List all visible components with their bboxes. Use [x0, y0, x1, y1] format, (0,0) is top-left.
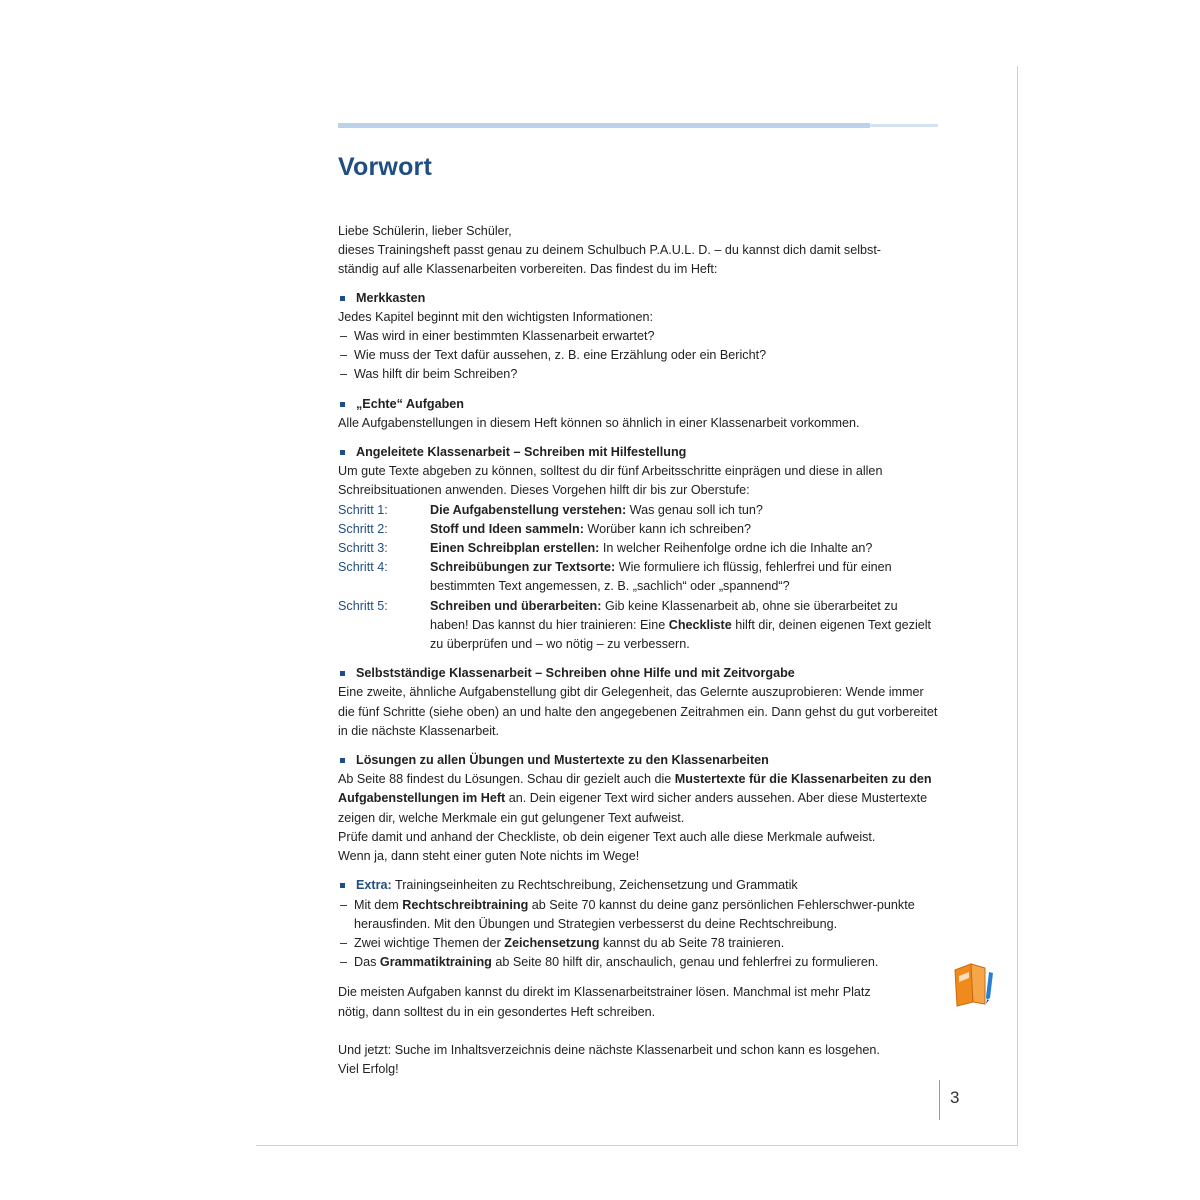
section-text: Alle Aufgabenstellungen in diesem Heft können so ähnlich in einer Klassenarbeit vorkommen. [338, 415, 860, 430]
section-text: Schreibsituationen anwenden. Dieses Vorgehen hilft dir bis zur Oberstufe: [338, 483, 750, 498]
list-item: – Mit dem Rechtschreibtraining ab Seite 70 kannst du deine ganz persönlichen Fehlerschwer-punkte herausfinden. Mit den Übungen und Strategien verbesserst du deine Rechtschreibung. [338, 896, 938, 934]
step-bold: Checkliste [668, 617, 732, 632]
section-extra [338, 876, 938, 972]
step-text: hilft dir, deinen eigenen Text gezielt zu überprüfen und – wo nötig – zu verbessern. [430, 617, 932, 652]
step-title: Schreibübungen zur Textsorte: [430, 560, 616, 575]
closing-line: Und jetzt: Suche im Inhaltsverzeichnis deine nächste Klassenarbeit und schon kann es losgehen. [338, 1042, 880, 1057]
step-title: Die Aufgabenstellung verstehen: [430, 502, 627, 517]
closing-block-2 [338, 1041, 938, 1079]
step-row [338, 501, 938, 520]
section-heading: Merkkasten [338, 289, 938, 308]
list-item: – Wie muss der Text dafür aussehen, z. B. eine Erzählung oder ein Bericht? [338, 346, 938, 365]
square-bullet-icon [340, 758, 345, 763]
step-label: Schritt 4: [338, 560, 388, 575]
step-title: Schreiben und überarbeiten: [430, 598, 602, 613]
step-text: Gib keine Klassenarbeit ab, ohne sie überarbeitet zu haben! Das kannst du hier trainieren: Eine [430, 598, 898, 632]
step-label: Schritt 1: [338, 502, 388, 517]
step-text: Worüber kann ich schreiben? [583, 521, 752, 536]
square-bullet-icon [340, 671, 345, 676]
list-item: – Zwei wichtige Themen der Zeichensetzung kannst du ab Seite 78 trainieren. [338, 934, 938, 953]
step-row [338, 539, 938, 558]
intro-line-1: dieses Trainingsheft passt genau zu deinem Schulbuch P.A.U.L. D. – du kannst dich damit selbst- [338, 243, 882, 258]
page-number: 3 [950, 1088, 960, 1107]
closing-line: nötig, dann solltest du in ein gesondertes Heft schreiben. [338, 1004, 656, 1019]
list-item: – Was hilft dir beim Schreiben? [338, 365, 938, 384]
dash-list [338, 896, 938, 973]
square-bullet-icon [340, 450, 345, 455]
dash-list [338, 327, 938, 385]
step-row [338, 558, 938, 596]
intro-greeting: Liebe Schülerin, lieber Schüler, [338, 224, 512, 238]
step-label: Schritt 5: [338, 598, 388, 613]
section-text: Wenn ja, dann steht einer guten Note nichts im Wege! [338, 849, 640, 864]
section-heading: „Echte“ Aufgaben [338, 395, 938, 414]
step-text: Was genau soll ich tun? [626, 502, 763, 517]
intro-line-2: ständig auf alle Klassenarbeiten vorbereiten. Das findest du im Heft: [338, 262, 718, 277]
section-text: Prüfe damit und anhand der Checkliste, ob dein eigener Text auch alle diese Merkmale aufweist. [338, 829, 876, 844]
page-title: Vorwort [338, 153, 432, 181]
section-merkkasten [338, 289, 938, 385]
section-angeleitete [338, 443, 938, 654]
square-bullet-icon [340, 296, 345, 301]
section-heading: Lösungen zu allen Übungen und Mustertexte zu den Klassenarbeiten [338, 751, 938, 770]
step-label: Schritt 3: [338, 541, 388, 556]
page-number-divider [939, 1080, 940, 1120]
square-bullet-icon [340, 883, 345, 888]
step-title: Einen Schreibplan erstellen: [430, 541, 600, 556]
closing-line: Viel Erfolg! [338, 1061, 399, 1076]
section-text: Ab Seite 88 findest du Lösungen. Schau dir gezielt auch die Mustertexte für die Klassenarbeiten zu den Aufgabenstellungen im Heft an. Dein eigener Text wird sicher anders aussehen. Aber diese Mustertexte zeigen dir, welche Merkmale ein gut gelungener Text aufweist. [338, 772, 932, 825]
list-item: – Das Grammatiktraining ab Seite 80 hilft dir, anschaulich, genau und fehlerfrei zu formulieren. [338, 953, 938, 972]
document-body [338, 150, 938, 1079]
section-text: Eine zweite, ähnliche Aufgabenstellung gibt dir Gelegenheit, das Gelernte auszuprobieren: Wende immer die fünf Schritte (siehe oben) an und halte den angegebenen Zeitrahmen ein. Dann gehst du gut vorbereitet in die nächste Klassenarbeit. [338, 685, 938, 738]
header-rule [338, 123, 938, 129]
notebook-pen-icon [951, 962, 1001, 1008]
section-heading: Extra: Trainingseinheiten zu Rechtschreibung, Zeichensetzung und Grammatik [338, 876, 938, 895]
section-selbststaendige [338, 664, 938, 741]
closing-block-1 [338, 983, 938, 1021]
section-text: Jedes Kapitel beginnt mit den wichtigsten Informationen: [338, 309, 654, 324]
section-text: Um gute Texte abgeben zu können, solltest du dir fünf Arbeitsschritte einprägen und diese in allen [338, 464, 883, 479]
step-row [338, 520, 938, 539]
section-echte-aufgaben [338, 395, 938, 433]
square-bullet-icon [340, 402, 345, 407]
closing-line: Die meisten Aufgaben kannst du direkt im Klassenarbeitstrainer lösen. Manchmal ist mehr Platz [338, 985, 871, 1000]
step-title: Stoff und Ideen sammeln: [430, 521, 584, 536]
section-loesungen [338, 751, 938, 866]
section-heading: Selbstständige Klassenarbeit – Schreiben ohne Hilfe und mit Zeitvorgabe [338, 664, 938, 683]
section-heading: Angeleitete Klassenarbeit – Schreiben mit Hilfestellung [338, 443, 938, 462]
list-item: – Was wird in einer bestimmten Klassenarbeit erwartet? [338, 327, 938, 346]
step-text: Wie formuliere ich flüssig, fehlerfrei und für einen bestimmten Text angemessen, z. B. „sachlich“ oder „spannend“? [430, 560, 892, 594]
step-text: In welcher Reihenfolge ordne ich die Inhalte an? [599, 541, 873, 556]
header-rule-dark [338, 123, 870, 128]
step-row [338, 597, 938, 655]
header-rule-light [870, 124, 938, 127]
steps-list [338, 501, 938, 655]
step-label: Schritt 2: [338, 521, 388, 536]
